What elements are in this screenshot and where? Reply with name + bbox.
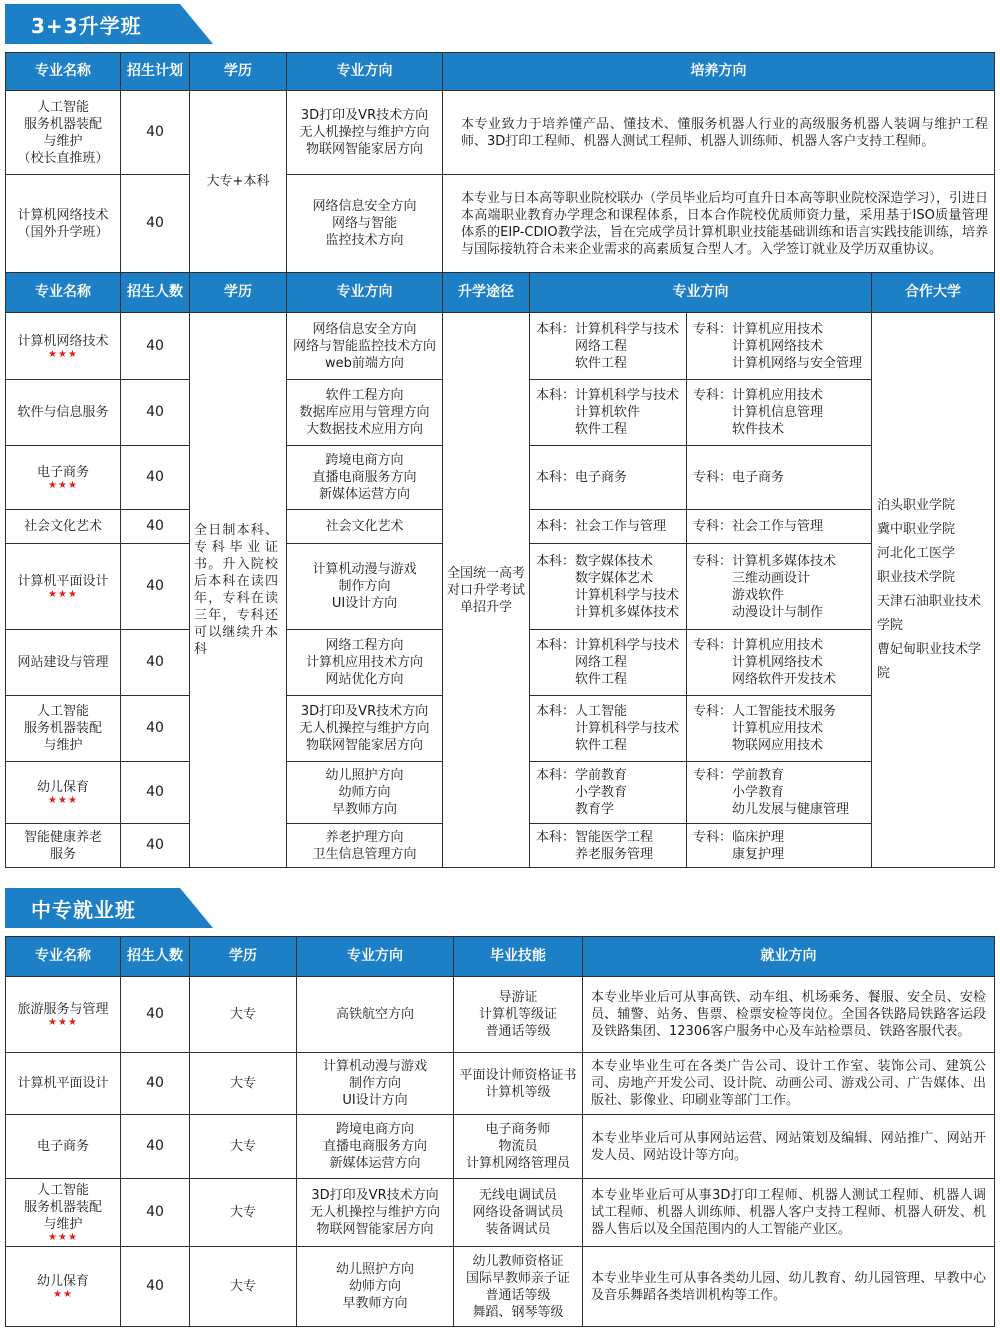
major-name: 电子商务: [36, 1139, 89, 1154]
rating-stars: ★★★: [48, 1017, 78, 1028]
header-edu: 学历: [190, 53, 287, 91]
job-direction: 本专业毕业后可从事高铁、动车组、机场乘务、餐服、安全员、安检员、辅警、站务、售票、检票安检等岗位。全国各铁路局铁路客运段及铁路集团、12306客户服务中心及车站检票员、铁路客服代表。: [583, 977, 995, 1053]
major-cell: [6, 824, 121, 868]
college-majors: 专科：计算机多媒体技术 三维动画设计 游戏软件 动漫设计与制作: [687, 544, 872, 630]
major-cell: [6, 1179, 121, 1247]
enroll-count: 40: [121, 1115, 190, 1179]
enroll-count: 40: [121, 696, 190, 762]
major-name: 软件与信息服务: [17, 405, 109, 420]
major-direction: 计算机动漫与游戏 制作方向 UI设计方向: [297, 1053, 454, 1115]
major-direction: 网络信息安全方向 网络与智能监控技术方向 web前端方向: [287, 313, 443, 380]
header-target-major: 专业方向: [530, 273, 872, 313]
major-direction: 跨境电商方向 直播电商服务方向 新媒体运营方向: [297, 1115, 454, 1179]
major-direction: 3D打印及VR技术方向 无人机操控与维护方向 物联网智能家居方向: [297, 1179, 454, 1247]
major-direction: 软件工程方向 数据库应用与管理方向 大数据技术应用方向: [287, 380, 443, 446]
edu-level: 大专: [190, 1053, 297, 1115]
plan-count: 40: [121, 91, 190, 175]
table-header-row: [6, 53, 995, 91]
plan-count: 40: [121, 175, 190, 273]
section-banner-3plus3: [5, 4, 213, 44]
bachelor-majors: 本科：数字媒体技术 数字媒体艺术 计算机科学与技术 计算机多媒体技术: [530, 544, 687, 630]
header-direction: 专业方向: [287, 53, 443, 91]
enroll-count: 40: [121, 544, 190, 630]
train-direction: 本专业与日本高等职业院校联办（学员毕业后均可直升日本高等职业院校深造学习），引进日本高端职业教育办学理念和课程体系，日本合作院校优质师资力量，采用基于ISO质量管理体系的EIP-CDIO教学法，旨在完成学员计算机职业技能基础训练和语言实践技能训练，培养与国际接轨符合未来企业需求的高素质复合型人才。入学签订就业及学历双重协议。: [443, 175, 995, 273]
header-job: 就业方向: [583, 937, 995, 977]
partner-universities: 泊头职业学院 冀中职业学院 河北化工医学 职业技术学院 天津石油职业技术学院 曹妃甸职业技术学院: [872, 313, 995, 868]
major-name: 计算机平面设计: [17, 574, 109, 589]
header-major: 专业名称: [6, 53, 121, 91]
edu-level: 大专: [190, 1179, 297, 1247]
enroll-count: 40: [121, 380, 190, 446]
rating-stars: ★★★: [48, 348, 78, 360]
header-count: 招生人数: [121, 937, 190, 977]
college-majors: 专科：学前教育 小学教育 幼儿发展与健康管理: [687, 762, 872, 824]
major-name: 智能健康养老 服务: [23, 829, 102, 862]
section-title: 3+3升学班: [31, 14, 142, 38]
major-direction: 计算机动漫与游戏 制作方向 UI设计方向: [287, 544, 443, 630]
table-3plus3-program: [5, 52, 995, 273]
major-direction: 幼儿照护方向 幼师方向 早教师方向: [297, 1247, 454, 1327]
enroll-count: 40: [121, 446, 190, 510]
table-row: [6, 313, 995, 380]
rating-stars: ★★★: [48, 795, 78, 806]
major-name: 幼儿保育: [36, 780, 89, 795]
bachelor-majors: 本科：社会工作与管理: [530, 510, 687, 544]
table-row: [6, 977, 995, 1053]
bachelor-majors: 本科：智能医学工程 养老服务管理: [530, 824, 687, 868]
major-direction: 网络信息安全方向 网络与智能 监控技术方向: [287, 175, 443, 273]
major-name: 计算机网络技术: [17, 333, 109, 349]
major-cell: [6, 762, 121, 824]
header-edu: 学历: [190, 937, 297, 977]
major-cell: [6, 380, 121, 446]
major-name: 网站建设与管理: [17, 655, 109, 670]
major-cell: [6, 313, 121, 380]
header-train: 培养方向: [443, 53, 995, 91]
enroll-count: 40: [121, 1247, 190, 1327]
major-name: 幼儿保育: [36, 1274, 89, 1289]
header-count: 招生人数: [121, 273, 190, 313]
major-cell: [6, 544, 121, 630]
header-edu: 学历: [190, 273, 287, 313]
graduate-skills: 电子商务师 物流员 计算机网络管理员: [454, 1115, 583, 1179]
major-name: 电子商务: [36, 465, 89, 480]
edu-level: 大专+本科: [190, 91, 287, 273]
table-row: [6, 175, 995, 273]
major-cell: [6, 1247, 121, 1327]
bachelor-majors: 本科：计算机科学与技术 网络工程 软件工程: [530, 313, 687, 380]
edu-level: 大专: [190, 977, 297, 1053]
major-name: 人工智能 服务机器装配 与维护 （校长直推班）: [6, 91, 121, 175]
major-direction: 高铁航空方向: [297, 977, 454, 1053]
table-row: [6, 91, 995, 175]
major-direction: 幼儿照护方向 幼师方向 早教师方向: [287, 762, 443, 824]
job-direction: 本专业毕业后可从事3D打印工程师、机器人测试工程师、机器人调试工程师、机器人训练师、机器人客户支持工程师、机器人研发、机器人售后以及全国范围内的人工智能产业区。: [583, 1179, 995, 1247]
edu-level: 全日制本科、专科毕业证书。升入院校后本科在读四年，专科在读三年，专科还可以继续升本科: [190, 313, 287, 868]
enroll-count: 40: [121, 1179, 190, 1247]
major-cell: [6, 446, 121, 510]
table-header-row: [6, 273, 995, 313]
rating-stars: ★★★: [48, 480, 78, 491]
major-direction: 养老护理方向 卫生信息管理方向: [287, 824, 443, 868]
edu-level: 大专: [190, 1115, 297, 1179]
graduate-skills: 平面设计师资格证书 计算机等级: [454, 1053, 583, 1115]
major-direction: 跨境电商方向 直播电商服务方向 新媒体运营方向: [287, 446, 443, 510]
major-name: 旅游服务与管理: [17, 1002, 109, 1017]
enroll-count: 40: [121, 762, 190, 824]
header-major: 专业名称: [6, 273, 121, 313]
major-name: 人工智能 服务机器装配 与维护: [23, 704, 102, 753]
header-plan: 招生计划: [121, 53, 190, 91]
major-direction: 3D打印及VR技术方向 无人机操控与维护方向 物联网智能家居方向: [287, 91, 443, 175]
graduate-skills: 幼儿教师资格证 国际早教师亲子证 普通话等级 舞蹈、钢琴等级: [454, 1247, 583, 1327]
header-major: 专业名称: [6, 937, 121, 977]
major-cell: [6, 510, 121, 544]
major-cell: [6, 1053, 121, 1115]
major-name: 社会文化艺术: [23, 519, 102, 534]
table-vocational-program: [5, 936, 995, 1327]
table-row: [6, 1179, 995, 1247]
enroll-count: 40: [121, 824, 190, 868]
major-cell: [6, 1115, 121, 1179]
section-title: 中专就业班: [31, 898, 136, 922]
table-row: [6, 1247, 995, 1327]
job-direction: 本专业毕业生可在各类广告公司、设计工作室、装饰公司、建筑公司、房地产开发公司、设计院、动画公司、游戏公司、广告媒体、出版社、影像业、印刷业等部门工作。: [583, 1053, 995, 1115]
college-majors: 专科：人工智能技术服务 计算机应用技术 物联网应用技术: [687, 696, 872, 762]
major-cell: [6, 977, 121, 1053]
header-university: 合作大学: [872, 273, 995, 313]
college-majors: 专科：临床护理 康复护理: [687, 824, 872, 868]
table-row: [6, 1053, 995, 1115]
bachelor-majors: 本科：人工智能 计算机科学与技术 软件工程: [530, 696, 687, 762]
table-row: [6, 1115, 995, 1179]
enroll-count: 40: [121, 510, 190, 544]
major-name: 人工智能 服务机器装配 与维护: [23, 1183, 102, 1232]
enroll-count: 40: [121, 977, 190, 1053]
major-name: 计算机平面设计: [17, 1076, 109, 1091]
header-direction: 专业方向: [297, 937, 454, 977]
college-majors: 专科：计算机应用技术 计算机网络技术 计算机网络与安全管理: [687, 313, 872, 380]
major-name: 计算机网络技术 （国外升学班）: [6, 175, 121, 273]
college-majors: 专科：社会工作与管理: [687, 510, 872, 544]
header-skills: 毕业技能: [454, 937, 583, 977]
rating-stars: ★★★: [48, 1232, 78, 1243]
rating-stars: ★★: [53, 1289, 73, 1300]
job-direction: 本专业毕业生可从事各类幼儿园、幼儿教育、幼儿园管理、早教中心及音乐舞蹈各类培训机构等工作。: [583, 1247, 995, 1327]
edu-level: 大专: [190, 1247, 297, 1327]
college-majors: 专科：计算机应用技术 计算机信息管理 软件技术: [687, 380, 872, 446]
major-direction: 3D打印及VR技术方向 无人机操控与维护方向 物联网智能家居方向: [287, 696, 443, 762]
major-direction: 社会文化艺术: [287, 510, 443, 544]
major-direction: 网络工程方向 计算机应用技术方向 网站优化方向: [287, 630, 443, 696]
rating-stars: ★★★: [48, 589, 78, 600]
major-cell: [6, 630, 121, 696]
section-banner-vocational: [5, 888, 213, 928]
bachelor-majors: 本科：计算机科学与技术 计算机软件 软件工程: [530, 380, 687, 446]
graduate-skills: 无线电调试员 网络设备调试员 装备调试员: [454, 1179, 583, 1247]
header-path: 升学途径: [443, 273, 530, 313]
bachelor-majors: 本科：学前教育 小学教育 教育学: [530, 762, 687, 824]
graduate-skills: 导游证 计算机等级证 普通话等级: [454, 977, 583, 1053]
college-majors: 专科：计算机应用技术 计算机网络技术 网络软件开发技术: [687, 630, 872, 696]
enroll-count: 40: [121, 313, 190, 380]
college-majors: 专科：电子商务: [687, 446, 872, 510]
enroll-count: 40: [121, 1053, 190, 1115]
job-direction: 本专业毕业后可从事网站运营、网站策划及编辑、网站推广、网站开发人员、网站设计等方向。: [583, 1115, 995, 1179]
admission-path: 全国统一高考 对口升学考试 单招升学: [443, 313, 530, 868]
enroll-count: 40: [121, 630, 190, 696]
bachelor-majors: 本科：计算机科学与技术 网络工程 软件工程: [530, 630, 687, 696]
train-direction: 本专业致力于培养懂产品、懂技术、懂服务机器人行业的高级服务机器人装调与维护工程师、3D打印工程师、机器人测试工程师、机器人训练师、机器人客户支持工程师。: [443, 91, 995, 175]
major-cell: [6, 696, 121, 762]
table-header-row: [6, 937, 995, 977]
header-direction: 专业方向: [287, 273, 443, 313]
bachelor-majors: 本科：电子商务: [530, 446, 687, 510]
table-3plus3-pathways: [5, 272, 995, 868]
